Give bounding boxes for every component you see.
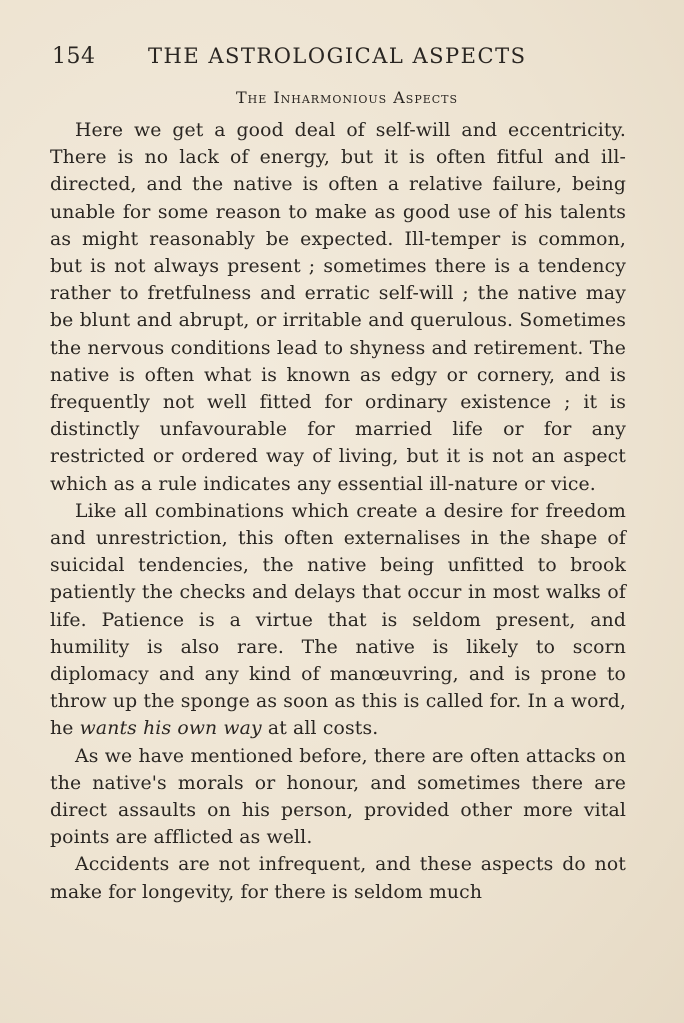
book-page [50, 44, 626, 906]
paragraph-2 [50, 498, 626, 743]
paragraph-3: As we have mentioned before, there are often attacks on the native's morals or honour, and sometimes there are direct assaults on his person, provided other more vital points are afflicted as well. [50, 745, 626, 849]
running-title: THE ASTROLOGICAL ASPECTS [148, 44, 527, 68]
paragraph-2-emphasis: wants his own way [79, 718, 262, 740]
paragraph-2-text-before: Like all combinations which create a desire for freedom and unrestriction, this often externalises in the shape of suicidal tendencies, the native being unfitted to brook patiently the checks and delays that occur in most walks of life. Patience is a virtue that is seldom present, and humility is also rare. The native is likely to scorn diplomacy and any kind of manœuvring, and is prone to throw up the sponge as soon as this is called for. In a word, he [50, 500, 626, 740]
paragraph-4: Accidents are not infrequent, and these aspects do not make for longevity, for there is seldom much [50, 854, 626, 903]
running-head [50, 44, 626, 80]
paragraph-2-text-after: at all costs. [261, 718, 379, 740]
section-heading: The Inharmonious Aspects [235, 88, 459, 107]
page-number: 154 [52, 44, 96, 69]
paragraph-1: Here we get a good deal of self-will and eccentricity. There is no lack of energy, but it is often fitful and ill-directed, and the native is often a relative failure, being unable for some reason to make as good use of his talents as might reasonably be expected. Ill-temper is common, but is not always present ; sometimes there is a tendency rather to fretfulness and erratic self-will ; the native may be blunt and abrupt, or irritable and querulous. Sometimes the nervous conditions lead to shyness and retirement. The native is often what is known as edgy or cornery, and is frequently not well fitted for ordinary existence ; it is distinctly unfavourable for married life or for any restricted or ordered way of living, but it is not an aspect which as a rule indicates any essential ill-nature or vice. [50, 120, 626, 495]
